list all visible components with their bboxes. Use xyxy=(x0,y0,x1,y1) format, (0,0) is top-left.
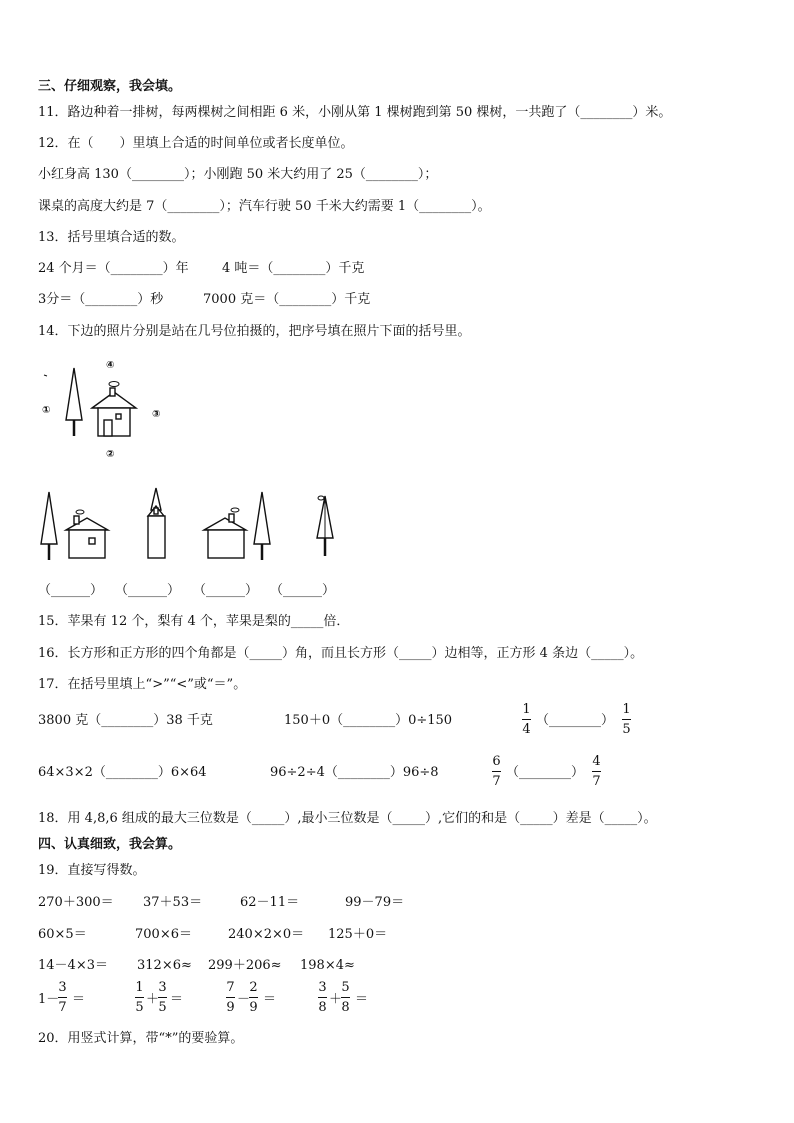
calc-3-4: 198×4≈ xyxy=(300,958,355,973)
question-13: 13．括号里填合适的数。 xyxy=(38,230,185,245)
house-window xyxy=(116,414,121,419)
calc-3-1: 14－4×3＝ xyxy=(38,958,108,973)
calc-4-3-op: － xyxy=(237,992,251,1007)
calc-3-2: 312×6≈ xyxy=(137,958,192,973)
photo-3-answer[interactable]: （______） xyxy=(193,583,259,598)
house-icon xyxy=(98,408,130,436)
photo-1 xyxy=(41,492,108,560)
photo-3 xyxy=(204,492,270,560)
fraction-6-7: 6 7 xyxy=(492,754,501,789)
question-13-b: 4 吨＝（________）千克 xyxy=(222,261,365,276)
compare-1: 3800 克（________）38 千克 xyxy=(38,713,213,728)
position-1: ① xyxy=(42,405,51,416)
chimney xyxy=(110,388,115,396)
question-11: 11．路边种着一排树，每两棵树之间相距 6 米，小刚从第 1 棵树跑到第 50 棵树，一共跑了（________）米。 xyxy=(38,105,672,120)
calc-4-1-prefix: 1－ xyxy=(38,992,60,1007)
question-13-a: 24 个月＝（________）年 xyxy=(38,261,189,276)
calc-2-4: 125＋0＝ xyxy=(328,927,388,942)
calc-4-2-fraction-a: 1 5 xyxy=(135,980,144,1015)
question-18: 18．用 4,8,6 组成的最大三位数是（_____）,最小三位数是（_____）,它们的和是（_____）差是（_____）。 xyxy=(38,811,657,826)
calc-4-2-fraction-b: 3 5 xyxy=(158,980,167,1015)
smoke-icon xyxy=(109,382,119,387)
calc-2-3: 240×2×0＝ xyxy=(228,927,305,942)
calc-4-1-equals: ＝ xyxy=(72,992,86,1007)
calc-4-3-fraction-a: 7 9 xyxy=(226,980,235,1015)
section-4-title: 四、认真细致，我会算。 xyxy=(38,837,182,852)
compare-2: 150＋0（________）0÷150 xyxy=(284,713,453,728)
calc-4-4-fraction-b: 5 8 xyxy=(341,980,350,1015)
section-3-title: 三、仔细观察，我会填。 xyxy=(38,79,182,94)
question-20: 20．用竖式计算，带“*”的要验算。 xyxy=(38,1031,244,1046)
calc-1-2: 37＋53＝ xyxy=(143,895,203,910)
question-13-c: 3分＝（________）秒 xyxy=(38,292,164,307)
photo-2-answer[interactable]: （______） xyxy=(115,583,181,598)
photo-row xyxy=(38,486,348,566)
calc-3-3: 299＋206≈ xyxy=(208,958,282,973)
question-16: 16．长方形和正方形的四个角都是（_____）角，而且长方形（_____）边相等，正方形 4 条边（_____）。 xyxy=(38,646,644,661)
question-15: 15．苹果有 12 个，梨有 4 个，苹果是梨的_____倍． xyxy=(38,614,350,629)
calc-1-4: 99－79＝ xyxy=(345,895,405,910)
photo-1-answer[interactable]: （______） xyxy=(38,583,104,598)
photo-2 xyxy=(148,488,165,558)
fraction-1-4: 1 4 xyxy=(522,702,531,737)
question-12-line-2: 课桌的高度大约是 7（________）；汽车行驶 50 千米大约需要 1（________）。 xyxy=(38,199,491,214)
position-2: ② xyxy=(106,449,115,460)
photo-4 xyxy=(317,496,333,556)
compare-3-blank[interactable]: （________） xyxy=(536,713,615,728)
calc-1-1: 270＋300＝ xyxy=(38,895,114,910)
calc-4-4-op: ＋ xyxy=(329,992,343,1007)
calc-4-3-equals: ＝ xyxy=(263,992,277,1007)
photo-4-answer[interactable]: （______） xyxy=(270,583,336,598)
compare-6-blank[interactable]: （________） xyxy=(506,765,585,780)
tree-icon xyxy=(66,368,82,420)
calc-4-2-op: ＋ xyxy=(146,992,160,1007)
house-door xyxy=(104,420,112,436)
calc-4-2-equals: ＝ xyxy=(170,992,184,1007)
compare-4: 64×3×2（________）6×64 xyxy=(38,765,207,780)
calc-1-3: 62－11＝ xyxy=(240,895,300,910)
calc-4-4-fraction-a: 3 8 xyxy=(318,980,327,1015)
question-12: 12．在（ ）里填上合适的时间单位或者长度单位。 xyxy=(38,136,354,151)
calc-2-2: 700×6＝ xyxy=(135,927,192,942)
position-4: ④ xyxy=(106,360,115,371)
question-14: 14．下边的照片分别是站在几号位拍摄的，把序号填在照片下面的括号里。 xyxy=(38,324,471,339)
question-17: 17．在括号里填上“>”“<”或“＝”。 xyxy=(38,677,247,692)
question-19: 19．直接写得数。 xyxy=(38,863,146,878)
question-12-line-1: 小红身高 130（________）；小刚跑 50 米大约用了 25（________）； xyxy=(38,167,438,182)
question-13-d: 7000 克＝（________）千克 xyxy=(203,292,371,307)
compare-5: 96÷2÷4（________）96÷8 xyxy=(270,765,439,780)
fraction-4-7: 4 7 xyxy=(592,754,601,789)
calc-4-1-fraction: 3 7 xyxy=(58,980,67,1015)
position-3: ③ xyxy=(152,409,161,420)
calc-2-1: 60×5＝ xyxy=(38,927,87,942)
fraction-1-5: 1 5 xyxy=(622,702,631,737)
calc-4-3-fraction-b: 2 9 xyxy=(249,980,258,1015)
small-mark xyxy=(44,375,47,376)
calc-4-4-equals: ＝ xyxy=(355,992,369,1007)
